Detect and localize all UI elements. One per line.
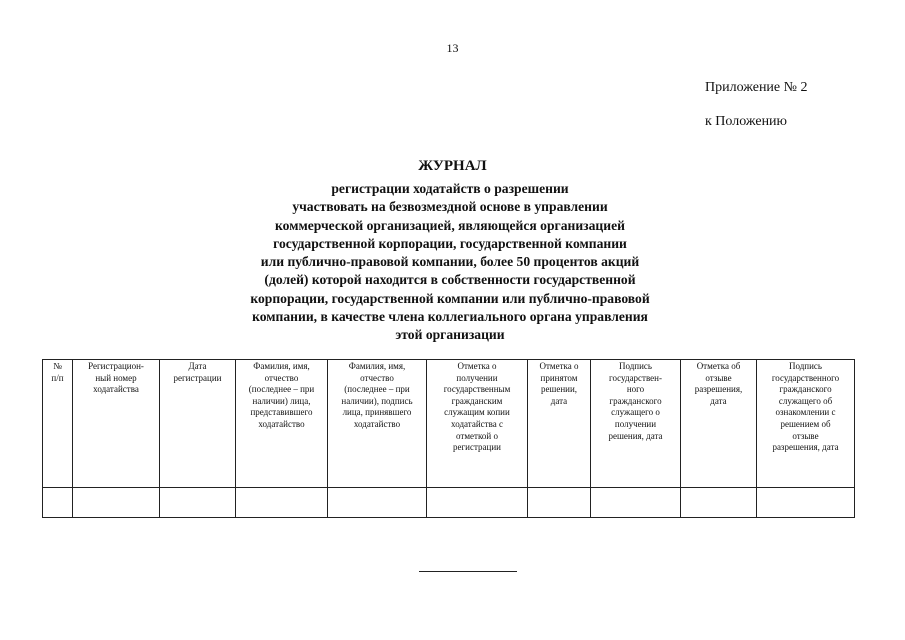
header-revocation-ack-signature: Подпись государственного гражданского служащего об ознакомлении с решением об отзыве разрешения, дата (757, 360, 855, 488)
header-number: № п/п (43, 360, 73, 488)
table-cell[interactable] (427, 488, 528, 518)
subtitle-line: компании, в качестве члена коллегиального органа управления (252, 309, 648, 325)
table-cell[interactable] (757, 488, 855, 518)
subtitle-line: или публично-правовой компании, более 50 процентов акций (260, 254, 640, 270)
journal-title: ЖУРНАЛ (418, 158, 487, 174)
table-cell[interactable] (681, 488, 757, 518)
subtitle-line: корпорации, государственной компании или публично-правовой (250, 290, 650, 306)
header-registration-date: Дата регистрации (160, 360, 236, 488)
header-submitter-name: Фамилия, имя, отчество (последнее – при наличии) лица, представившего ходатайство (236, 360, 328, 488)
regulation-label: к Положению (705, 114, 788, 129)
table-cell[interactable] (591, 488, 681, 518)
header-copy-receipt-mark: Отметка о получении государственным гражданским служащим копии ходатайства с отметкой о регистрации (427, 360, 528, 488)
subtitle-line: (долей) которой находится в собственности государственной (264, 272, 636, 288)
subtitle-line: коммерческой организацией, являющейся организацией (275, 217, 625, 233)
header-revocation-mark: Отметка об отзыве разрешения, дата (681, 360, 757, 488)
subtitle-line: участвовать на безвозмездной основе в управлении (292, 199, 608, 215)
journal-subtitle (180, 180, 720, 345)
footer-divider (419, 571, 517, 572)
table-row (43, 488, 855, 518)
journal-table (42, 359, 855, 518)
table-cell[interactable] (160, 488, 236, 518)
header-decision-receipt-signature: Подпись государствен- ного гражданского служащего о получении решения, дата (591, 360, 681, 488)
subtitle-line: государственной корпорации, государственной компании (273, 235, 627, 251)
subtitle-line: этой организации (395, 327, 505, 343)
appendix-label: Приложение № 2 (705, 80, 808, 95)
header-registration-number: Регистрацион- ный номер ходатайства (73, 360, 160, 488)
page-number: 13 (446, 41, 459, 55)
table-cell[interactable] (73, 488, 160, 518)
header-decision-mark: Отметка о принятом решении, дата (528, 360, 591, 488)
subtitle-line: регистрации ходатайств о разрешении (331, 181, 569, 196)
table-header-row (43, 360, 855, 488)
table-cell[interactable] (328, 488, 427, 518)
header-receiver-name-signature: Фамилия, имя, отчество (последнее – при наличии), подпись лица, принявшего ходатайство (328, 360, 427, 488)
table-cell[interactable] (528, 488, 591, 518)
table-cell[interactable] (43, 488, 73, 518)
table-cell[interactable] (236, 488, 328, 518)
